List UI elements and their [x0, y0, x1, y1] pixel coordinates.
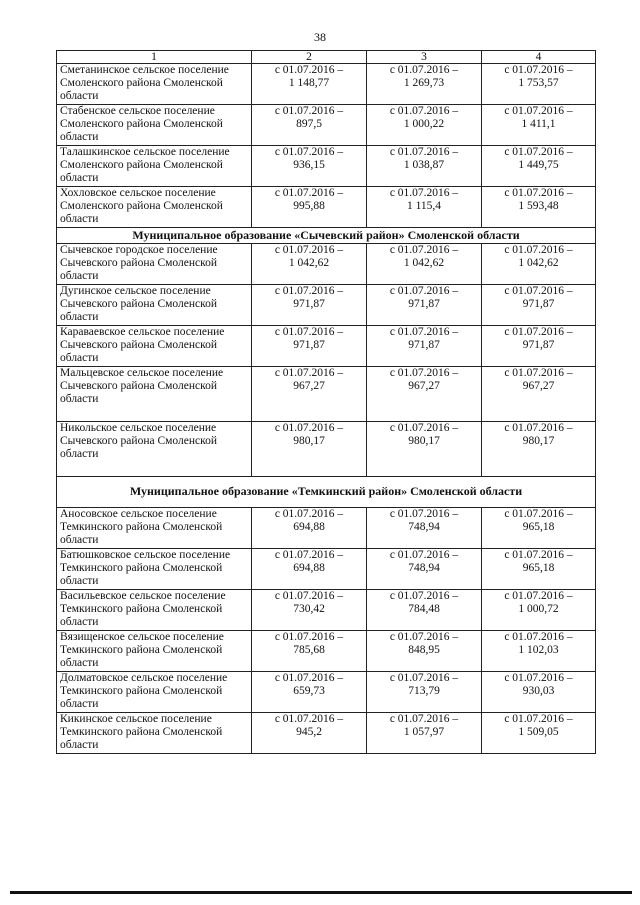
- tariff-cell-col4: [482, 508, 596, 549]
- tariff-date: с 01.07.2016 –: [504, 422, 573, 434]
- tariff-cell-col4: [482, 326, 596, 367]
- tariff-cell-col2: [252, 326, 367, 367]
- tariff-date: с 01.07.2016 –: [389, 326, 459, 338]
- tariff-cell-col4: [482, 367, 596, 422]
- table-row: [57, 146, 596, 187]
- tariff-cell-col3: [367, 326, 482, 367]
- tariff-cell-col4: [482, 105, 596, 146]
- table-row: [57, 64, 596, 105]
- tariff-cell-col3: [367, 508, 482, 549]
- tariff-cell-col2: [252, 244, 367, 285]
- tariff-cell-col3: [367, 422, 482, 477]
- settlement-name: Караваевское сельское поселение Сычевского района Смоленской области: [57, 326, 252, 367]
- tariff-cell-col4: [482, 244, 596, 285]
- tariff-date: с 01.07.2016 –: [504, 631, 573, 643]
- table-row: [57, 367, 596, 422]
- tariff-value: 713,79: [408, 685, 440, 698]
- tariff-date: с 01.07.2016 –: [274, 146, 344, 158]
- tariff-value: 730,42: [293, 603, 325, 616]
- tariff-date: с 01.07.2016 –: [504, 105, 573, 117]
- region-title: Муниципальное образование «Сычевский район» Смоленской области: [57, 228, 596, 244]
- tariff-date: с 01.07.2016 –: [274, 631, 344, 643]
- tariff-cell-col2: [252, 64, 367, 105]
- settlement-name: Хохловское сельское поселение Смоленского района Смоленской области: [57, 187, 252, 228]
- tariff-value: 748,94: [408, 562, 440, 575]
- tariff-date: с 01.07.2016 –: [389, 105, 459, 117]
- tariff-date: с 01.07.2016 –: [504, 187, 573, 199]
- tariff-date: с 01.07.2016 –: [274, 64, 344, 76]
- tariff-value: 1 449,75: [518, 159, 559, 172]
- tariff-cell-col2: [252, 146, 367, 187]
- tariff-value: 967,27: [522, 380, 555, 393]
- tariff-value: 784,48: [408, 603, 440, 616]
- tariff-value: 897,5: [296, 118, 322, 131]
- tariff-value: 748,94: [408, 521, 440, 534]
- table-body: [57, 64, 596, 754]
- table-row: [57, 508, 596, 549]
- tariff-value: 971,87: [408, 298, 440, 311]
- table-header-row: [57, 51, 596, 64]
- tariff-cell-col4: [482, 713, 596, 754]
- tariff-value: 1 042,62: [518, 257, 559, 270]
- tariff-table: [56, 50, 596, 754]
- tariff-date: с 01.07.2016 –: [504, 64, 573, 76]
- table-row: [57, 549, 596, 590]
- tariff-date: с 01.07.2016 –: [389, 713, 459, 725]
- tariff-date: с 01.07.2016 –: [504, 285, 573, 297]
- page-number: 38: [314, 30, 326, 44]
- tariff-value: 1 000,72: [518, 603, 559, 616]
- tariff-value: 967,27: [408, 380, 440, 393]
- tariff-date: с 01.07.2016 –: [274, 326, 344, 338]
- tariff-value: 1 509,05: [518, 726, 559, 739]
- tariff-date: с 01.07.2016 –: [504, 590, 573, 602]
- tariff-date: с 01.07.2016 –: [389, 187, 459, 199]
- tariff-cell-col4: [482, 549, 596, 590]
- tariff-cell-col3: [367, 64, 482, 105]
- tariff-value: 1 115,4: [406, 200, 442, 213]
- tariff-value: 971,87: [293, 298, 325, 311]
- table-row: [57, 631, 596, 672]
- tariff-date: с 01.07.2016 –: [274, 672, 344, 684]
- tariff-cell-col2: [252, 367, 367, 422]
- tariff-value: 848,95: [408, 644, 440, 657]
- tariff-value: 1 102,03: [518, 644, 559, 657]
- tariff-value: 971,87: [522, 298, 555, 311]
- tariff-cell-col3: [367, 244, 482, 285]
- tariff-date: с 01.07.2016 –: [274, 422, 344, 434]
- tariff-cell-col2: [252, 713, 367, 754]
- tariff-date: с 01.07.2016 –: [504, 326, 573, 338]
- tariff-date: с 01.07.2016 –: [389, 549, 459, 561]
- tariff-value: 785,68: [293, 644, 325, 657]
- settlement-name: Батюшковское сельское поселение Темкинского района Смоленской области: [57, 549, 252, 590]
- table-row: [57, 285, 596, 326]
- table-row: [57, 187, 596, 228]
- tariff-value: 694,88: [293, 562, 325, 575]
- tariff-date: с 01.07.2016 –: [504, 672, 573, 684]
- tariff-date: с 01.07.2016 –: [504, 367, 573, 379]
- tariff-value: 945,2: [296, 726, 322, 739]
- tariff-date: с 01.07.2016 –: [389, 422, 459, 434]
- tariff-date: с 01.07.2016 –: [389, 672, 459, 684]
- settlement-name: Сычевское городское поселение Сычевского района Смоленской области: [57, 244, 252, 285]
- tariff-value: 1 593,48: [518, 200, 559, 213]
- tariff-cell-col3: [367, 631, 482, 672]
- tariff-cell-col4: [482, 146, 596, 187]
- tariff-value: 1 000,22: [403, 118, 445, 131]
- region-title: Муниципальное образование «Темкинский район» Смоленской области: [57, 477, 596, 508]
- tariff-value: 1 269,73: [403, 77, 445, 90]
- tariff-value: 967,27: [293, 380, 325, 393]
- bottom-border-line: [10, 891, 632, 894]
- tariff-date: с 01.07.2016 –: [389, 244, 459, 256]
- settlement-name: Мальцевское сельское поселение Сычевского района Смоленской области: [57, 367, 252, 422]
- tariff-cell-col4: [482, 590, 596, 631]
- table-row: [57, 244, 596, 285]
- tariff-date: с 01.07.2016 –: [274, 549, 344, 561]
- settlement-name: Никольское сельское поселение Сычевского района Смоленской области: [57, 422, 252, 477]
- tariff-value: 1 148,77: [288, 77, 330, 90]
- table-row: [57, 422, 596, 477]
- tariff-cell-col3: [367, 367, 482, 422]
- tariff-date: с 01.07.2016 –: [389, 590, 459, 602]
- tariff-cell-col3: [367, 549, 482, 590]
- tariff-value: 1 753,57: [518, 77, 559, 90]
- tariff-cell-col3: [367, 285, 482, 326]
- tariff-date: с 01.07.2016 –: [389, 367, 459, 379]
- tariff-date: с 01.07.2016 –: [389, 508, 459, 520]
- tariff-value: 1 411,1: [521, 118, 556, 131]
- tariff-cell-col2: [252, 631, 367, 672]
- tariff-cell-col2: [252, 549, 367, 590]
- tariff-cell-col4: [482, 187, 596, 228]
- settlement-name: Стабенское сельское поселение Смоленского района Смоленской области: [57, 105, 252, 146]
- tariff-value: 971,87: [293, 339, 325, 352]
- tariff-cell-col3: [367, 146, 482, 187]
- tariff-date: с 01.07.2016 –: [274, 244, 344, 256]
- tariff-cell-col4: [482, 422, 596, 477]
- tariff-value: 659,73: [293, 685, 325, 698]
- table-row: [57, 672, 596, 713]
- tariff-cell-col2: [252, 508, 367, 549]
- tariff-date: с 01.07.2016 –: [389, 64, 459, 76]
- tariff-value: 965,18: [522, 521, 555, 534]
- tariff-date: с 01.07.2016 –: [389, 146, 459, 158]
- tariff-date: с 01.07.2016 –: [504, 713, 573, 725]
- tariff-cell-col4: [482, 285, 596, 326]
- table-row: [57, 326, 596, 367]
- settlement-name: Долматовское сельское поселение Темкинского района Смоленской области: [57, 672, 252, 713]
- tariff-value: 971,87: [408, 339, 440, 352]
- tariff-value: 980,17: [522, 435, 555, 448]
- tariff-value: 980,17: [293, 435, 325, 448]
- tariff-date: с 01.07.2016 –: [274, 508, 344, 520]
- tariff-date: с 01.07.2016 –: [389, 285, 459, 297]
- tariff-date: с 01.07.2016 –: [274, 187, 344, 199]
- tariff-value: 965,18: [522, 562, 555, 575]
- tariff-value: 930,03: [522, 685, 555, 698]
- settlement-name: Талашкинское сельское поселение Смоленского района Смоленской области: [57, 146, 252, 187]
- settlement-name: Васильевское сельское поселение Темкинского района Смоленской области: [57, 590, 252, 631]
- settlement-name: Сметанинское сельское поселение Смоленского района Смоленской области: [57, 64, 252, 105]
- tariff-date: с 01.07.2016 –: [274, 285, 344, 297]
- column-header-2: 2: [252, 51, 367, 64]
- tariff-date: с 01.07.2016 –: [274, 367, 344, 379]
- tariff-date: с 01.07.2016 –: [389, 631, 459, 643]
- column-header-4: 4: [482, 51, 596, 64]
- tariff-date: с 01.07.2016 –: [274, 590, 344, 602]
- tariff-cell-col4: [482, 672, 596, 713]
- settlement-name: Аносовское сельское поселение Темкинского района Смоленской области: [57, 508, 252, 549]
- settlement-name: Дугинское сельское поселение Сычевского района Смоленской области: [57, 285, 252, 326]
- tariff-cell-col3: [367, 713, 482, 754]
- column-header-1: 1: [57, 51, 252, 64]
- tariff-value: 1 042,62: [288, 257, 330, 270]
- tariff-value: 980,17: [408, 435, 440, 448]
- region-header-row: [57, 477, 596, 508]
- tariff-cell-col2: [252, 422, 367, 477]
- tariff-value: 1 038,87: [403, 159, 445, 172]
- table-row: [57, 105, 596, 146]
- tariff-value: 995,88: [293, 200, 325, 213]
- tariff-value: 1 057,97: [403, 726, 445, 739]
- column-header-3: 3: [367, 51, 482, 64]
- tariff-cell-col2: [252, 285, 367, 326]
- tariff-cell-col4: [482, 64, 596, 105]
- region-header-row: [57, 228, 596, 244]
- tariff-date: с 01.07.2016 –: [504, 549, 573, 561]
- tariff-cell-col3: [367, 187, 482, 228]
- tariff-value: 1 042,62: [403, 257, 445, 270]
- tariff-cell-col2: [252, 105, 367, 146]
- tariff-date: с 01.07.2016 –: [504, 508, 573, 520]
- table-row: [57, 590, 596, 631]
- tariff-cell-col3: [367, 672, 482, 713]
- tariff-value: 936,15: [293, 159, 325, 172]
- tariff-date: с 01.07.2016 –: [504, 244, 573, 256]
- tariff-cell-col3: [367, 105, 482, 146]
- tariff-cell-col2: [252, 590, 367, 631]
- settlement-name: Вязищенское сельское поселение Темкинского района Смоленской области: [57, 631, 252, 672]
- tariff-cell-col3: [367, 590, 482, 631]
- tariff-cell-col2: [252, 187, 367, 228]
- tariff-cell-col2: [252, 672, 367, 713]
- tariff-date: с 01.07.2016 –: [504, 146, 573, 158]
- tariff-cell-col4: [482, 631, 596, 672]
- tariff-value: 971,87: [522, 339, 555, 352]
- table-row: [57, 713, 596, 754]
- tariff-date: с 01.07.2016 –: [274, 105, 344, 117]
- tariff-value: 694,88: [293, 521, 325, 534]
- tariff-date: с 01.07.2016 –: [274, 713, 344, 725]
- settlement-name: Кикинское сельское поселение Темкинского района Смоленской области: [57, 713, 252, 754]
